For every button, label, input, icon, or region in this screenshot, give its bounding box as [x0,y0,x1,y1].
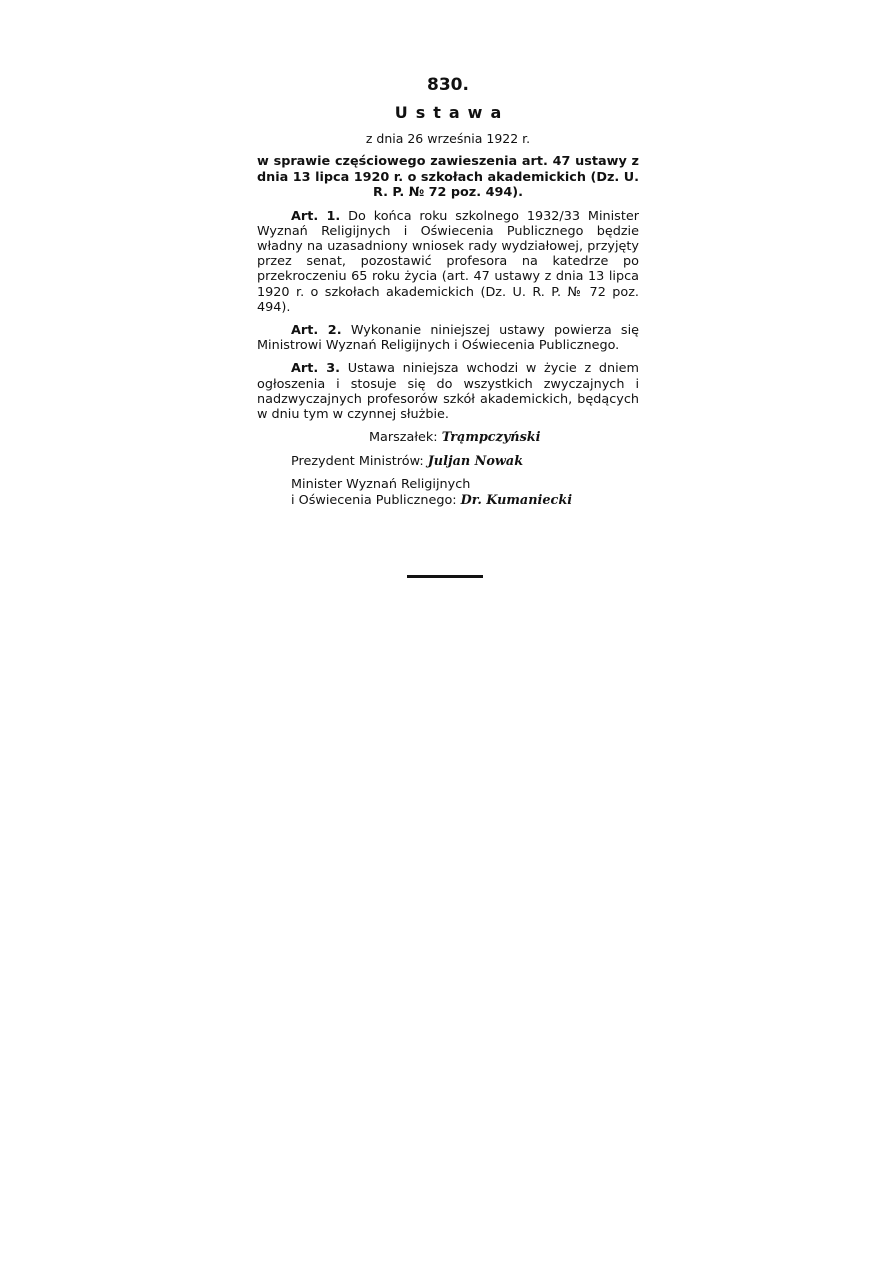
signature-minister-role-line2: i Oświecenia Publicznego: [291,492,457,508]
signature-minister-name: Dr. Kumaniecki [460,492,573,508]
act-title: Ustawa [394,103,510,122]
signature-marszalek-name: Trąmpczyński [441,430,541,446]
end-rule [407,575,483,578]
article-1-label: Art. 1. [291,208,341,224]
act-subject: w sprawie częściowego zawieszenia art. 47 ustawy z dnia 13 lipca 1920 r. o szkołach akademickich (Dz. U. R. P. № 72 poz. 494). [257,154,639,200]
article-2 [257,323,639,353]
article-2-text: Wykonanie niniejszej ustawy powierza się Ministrowi Wyznań Religijnych i Oświecenia Publicznego. [257,322,639,354]
signature-prime-minister-name: Juljan Nowak [427,453,524,469]
signature-marszalek [257,430,639,446]
article-1 [257,209,639,315]
article-3-label: Art. 3. [291,361,341,377]
act-number: 830. [427,75,469,95]
article-3 [257,361,639,422]
article-2-label: Art. 2. [291,322,342,338]
article-3-text: Ustawa niniejsza wchodzi w życie z dniem ogłoszenia i stosuje się do wszystkich zwyczajnych i nadzwyczajnych profesorów szkół akademickich, będących w dniu tym w czynnej służbie. [257,361,639,422]
act-date: z dnia 26 września 1922 r. [365,131,531,146]
signature-prime-minister-role: Prezydent Ministrów: [291,453,424,469]
signature-prime-minister [257,454,639,470]
signatures-block [257,430,639,508]
signature-marszalek-role: Marszałek: [369,430,438,446]
article-1-text: Do końca roku szkolnego 1932/33 Minister Wyznań Religijnych i Oświecenia Publicznego będzie władny na uzasadniony wniosek rady wydziałowej, przyjęty przez senat, pozostawić profesora na katedrze po przekroczeniu 65 roku życia (art. 47 ustawy z dnia 13 lipca 1920 r. o szkołach akademickich (Dz. U. R. P. № 72 poz. 494). [257,208,639,315]
signature-minister [257,477,639,508]
signature-minister-role-line1: Minister Wyznań Religijnych [291,477,471,493]
document-page [257,74,639,516]
